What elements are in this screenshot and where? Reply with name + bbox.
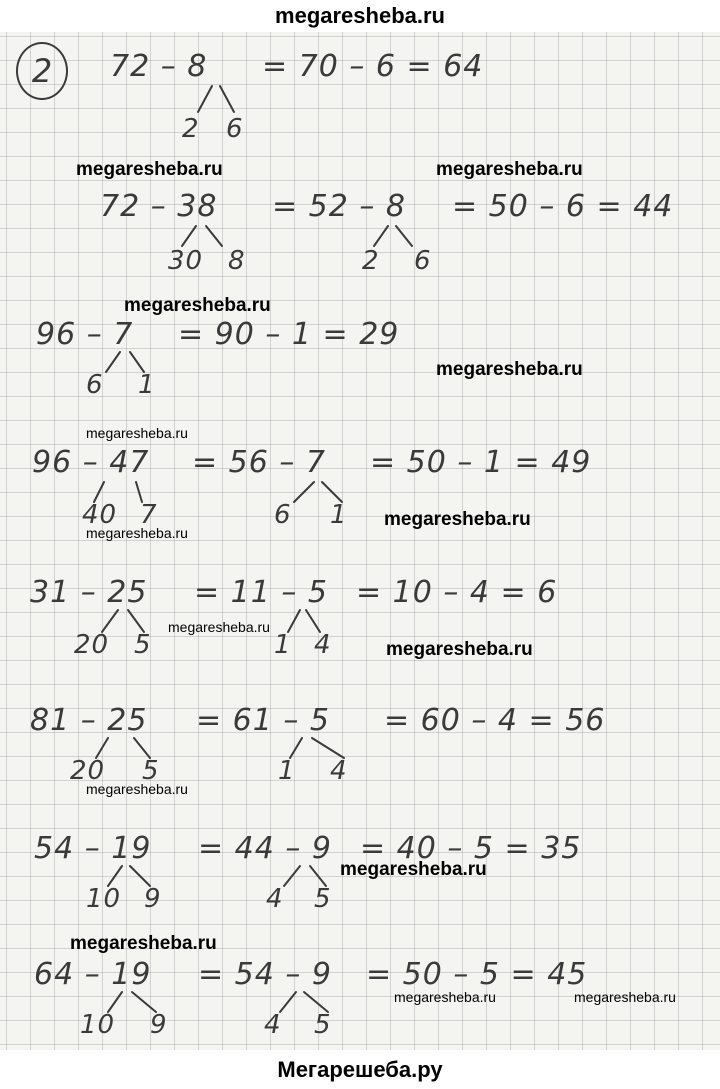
watermark: megaresheba.ru xyxy=(86,425,188,441)
watermark: megaresheba.ru xyxy=(574,989,676,1005)
problem-7-steps-final: = 40 – 5 = 35 xyxy=(360,831,582,866)
branch-stroke xyxy=(182,226,222,246)
problem-5-part2-b: 4 xyxy=(314,630,332,660)
branch-stroke xyxy=(374,226,412,246)
watermark: megaresheba.ru xyxy=(436,159,583,180)
problem-8-part2-b: 5 xyxy=(314,1010,332,1040)
watermark: megaresheba.ru xyxy=(86,525,188,541)
problem-7-part-a: 10 xyxy=(86,884,122,914)
problem-5-steps-final: = 10 – 4 = 6 xyxy=(356,575,558,610)
problem-6-part-a: 20 xyxy=(70,756,106,786)
watermark: megaresheba.ru xyxy=(436,359,583,380)
problem-2-part2-b: 6 xyxy=(414,246,432,276)
problem-1-steps: = 70 – 6 = 64 xyxy=(262,49,484,84)
problem-4-part2-b: 1 xyxy=(330,500,348,530)
branch-stroke xyxy=(96,738,150,758)
problem-7-part2-b: 5 xyxy=(314,884,332,914)
problem-8-expression: 64 – 19 xyxy=(34,957,152,992)
watermark: megaresheba.ru xyxy=(168,619,270,635)
branch-stroke xyxy=(94,482,142,502)
problem-7-expression: 54 – 19 xyxy=(34,831,152,866)
branch-stroke xyxy=(106,352,144,372)
problem-8-part-b: 9 xyxy=(150,1010,168,1040)
branch-stroke xyxy=(108,866,150,886)
problem-2-steps: = 52 – 8 xyxy=(272,189,407,224)
branch-stroke xyxy=(108,992,156,1012)
problem-6-part-b: 5 xyxy=(142,756,160,786)
watermark: megaresheba.ru xyxy=(86,781,188,797)
watermark: megaresheba.ru xyxy=(124,295,271,316)
problem-3-part-a: 6 xyxy=(86,370,104,400)
problem-8-steps-final: = 50 – 5 = 45 xyxy=(366,957,588,992)
watermark: megaresheba.ru xyxy=(384,509,531,530)
watermark: megaresheba.ru xyxy=(76,159,223,180)
notebook-sheet xyxy=(0,32,720,1050)
problem-2-part-a: 30 xyxy=(168,246,204,276)
problem-5-part-b: 5 xyxy=(134,630,152,660)
problem-1-expression: 72 – 8 xyxy=(110,49,208,84)
watermark: megaresheba.ru xyxy=(70,933,217,954)
exercise-number: 2 xyxy=(31,52,53,90)
problem-6-part2-b: 4 xyxy=(330,756,348,786)
problem-2-steps-final: = 50 – 6 = 44 xyxy=(452,189,674,224)
problem-7-part-b: 9 xyxy=(144,884,162,914)
problem-6-steps-final: = 60 – 4 = 56 xyxy=(384,703,606,738)
site-header: megaresheba.ru xyxy=(0,0,720,32)
branch-stroke xyxy=(288,610,320,632)
branch-stroke xyxy=(290,738,344,758)
problem-8-part-a: 10 xyxy=(80,1010,116,1040)
problem-8-steps: = 54 – 9 xyxy=(198,957,333,992)
problem-4-part-a: 40 xyxy=(82,500,118,530)
watermark: megaresheba.ru xyxy=(386,639,533,660)
problem-3-steps: = 90 – 1 = 29 xyxy=(178,317,400,352)
problem-1-part-b: 6 xyxy=(226,114,244,144)
branch-stroke xyxy=(284,866,326,886)
problem-6-part2-a: 1 xyxy=(278,756,296,786)
problem-5-part2-a: 1 xyxy=(274,630,292,660)
problem-2-part-b: 8 xyxy=(228,246,246,276)
site-footer: Мегарешеба.ру xyxy=(0,1050,720,1089)
problem-4-expression: 96 – 47 xyxy=(32,445,150,480)
problem-4-steps: = 56 – 7 xyxy=(192,445,327,480)
problem-6-steps: = 61 – 5 xyxy=(196,703,331,738)
problem-1-part-a: 2 xyxy=(182,114,200,144)
problem-2-expression: 72 – 38 xyxy=(100,189,218,224)
branch-stroke xyxy=(294,482,342,502)
problem-4-part2-a: 6 xyxy=(274,500,292,530)
problem-3-expression: 96 – 7 xyxy=(36,317,134,352)
problem-7-steps: = 44 – 9 xyxy=(198,831,333,866)
problem-5-part-a: 20 xyxy=(74,630,110,660)
watermark: megaresheba.ru xyxy=(340,859,487,880)
problem-7-part2-a: 4 xyxy=(266,884,284,914)
problem-3-part-b: 1 xyxy=(138,370,156,400)
decomposition-branches xyxy=(0,32,720,1050)
problem-4-part-b: 7 xyxy=(140,500,158,530)
branch-stroke xyxy=(102,610,144,632)
problem-8-part2-a: 4 xyxy=(264,1010,282,1040)
problem-4-steps-final: = 50 – 1 = 49 xyxy=(370,445,592,480)
watermark: megaresheba.ru xyxy=(394,989,496,1005)
branch-stroke xyxy=(280,992,328,1012)
problem-5-expression: 31 – 25 xyxy=(30,575,148,610)
problem-2-part2-a: 2 xyxy=(362,246,380,276)
problem-5-steps: = 11 – 5 xyxy=(194,575,329,610)
problem-6-expression: 81 – 25 xyxy=(30,703,148,738)
branch-stroke xyxy=(198,86,234,112)
